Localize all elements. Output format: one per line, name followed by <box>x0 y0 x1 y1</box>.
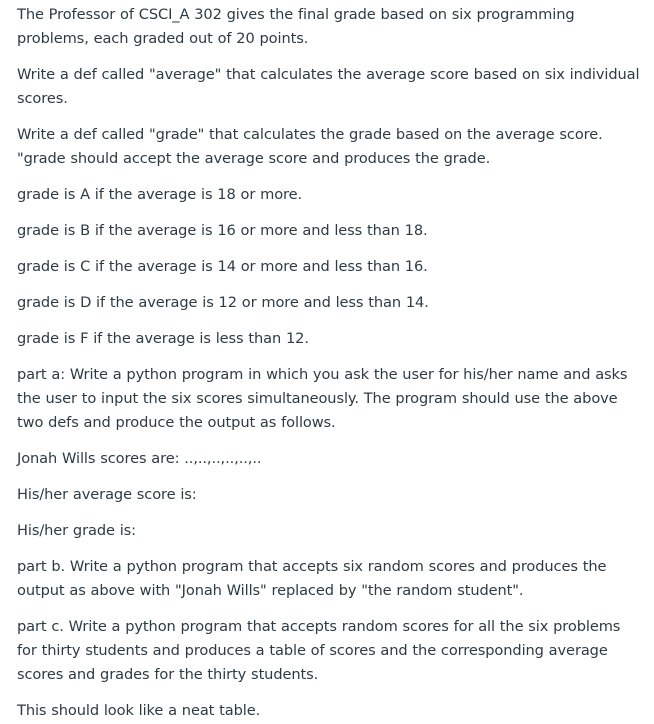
paragraph-grade-d: grade is D if the average is 12 or more and less than 14. <box>17 294 429 311</box>
paragraph-part-b: part b. Write a python program that accepts six random scores and produces the output as above with "Jonah Wills" replaced by "the random student". <box>17 558 607 599</box>
paragraph-table-note: This should look like a neat table. <box>17 702 261 719</box>
paragraph-sample-average: His/her average score is: <box>17 486 197 503</box>
paragraph-sample-scores: Jonah Wills scores are: ..,..,..,..,..,.. <box>17 450 262 467</box>
paragraph-part-c: part c. Write a python program that accepts random scores for all the six problems for thirty students and produces a table of scores and the corresponding average scores and grades for the thirty students. <box>17 618 621 683</box>
paragraph-grade-def: Write a def called "grade" that calculates the grade based on the average score. "grade should accept the average score and produces the grade. <box>17 126 603 167</box>
paragraph-part-a: part a: Write a python program in which you ask the user for his/her name and asks the user to input the six scores simultaneously. The program should use the above two defs and produce the output as follows. <box>17 366 628 431</box>
paragraph-average-def: Write a def called "average" that calculates the average score based on six individual scores. <box>17 66 640 107</box>
paragraph-intro: The Professor of CSCI_A 302 gives the final grade based on six programming problems, each graded out of 20 points. <box>17 6 575 47</box>
paragraph-grade-c: grade is C if the average is 14 or more and less than 16. <box>17 258 428 275</box>
paragraph-grade-b: grade is B if the average is 16 or more and less than 18. <box>17 222 428 239</box>
paragraph-grade-a: grade is A if the average is 18 or more. <box>17 186 303 203</box>
paragraph-sample-grade: His/her grade is: <box>17 522 136 539</box>
paragraph-grade-f: grade is F if the average is less than 12. <box>17 330 309 347</box>
